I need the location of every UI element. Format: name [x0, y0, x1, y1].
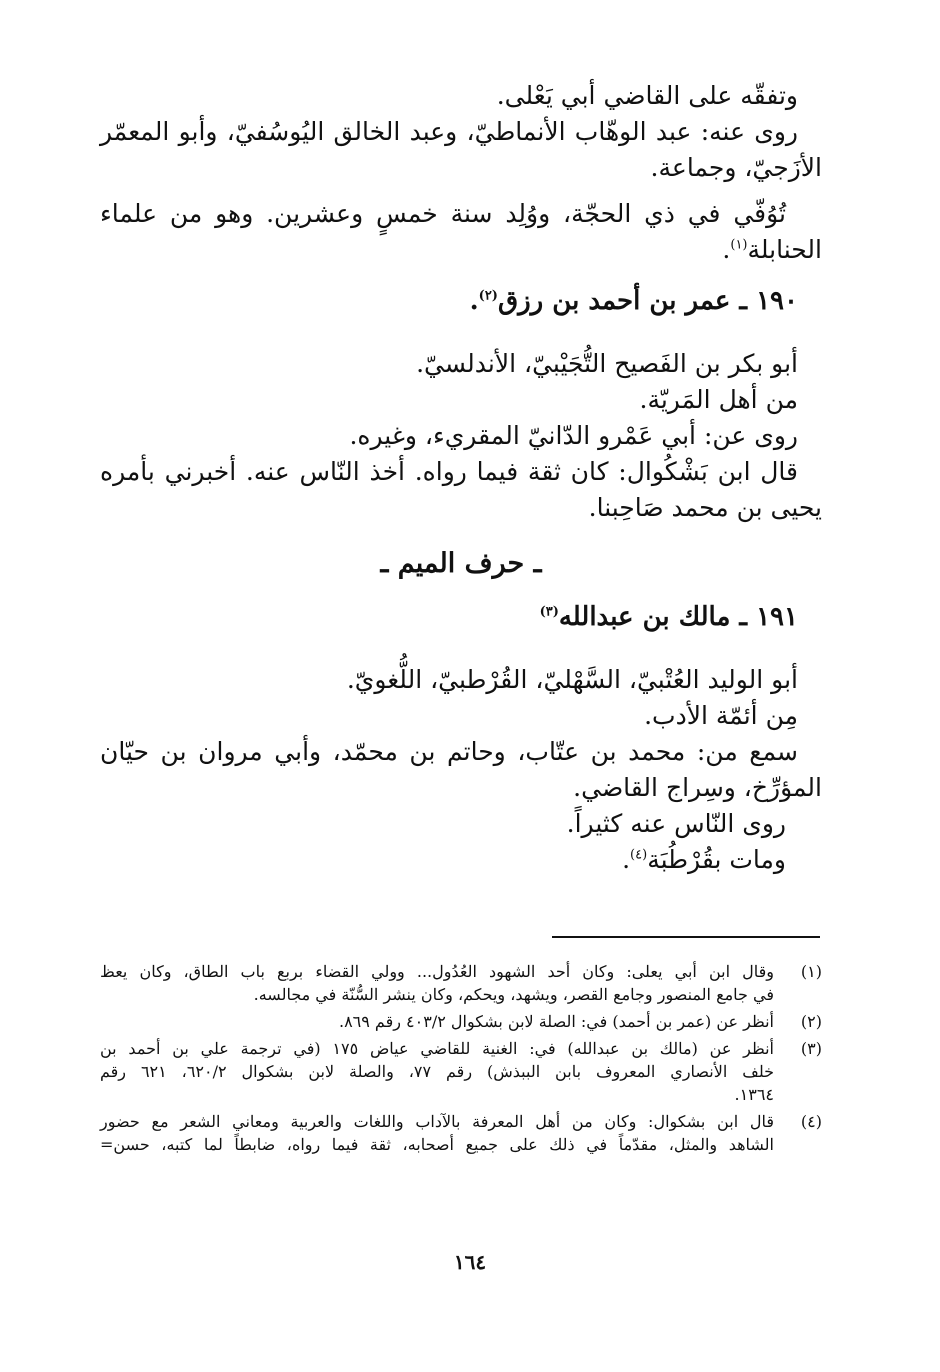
footnote-body — [100, 1010, 774, 1033]
body-line-end: . — [622, 845, 631, 874]
body-line: روى النّاس عنه كثيراً. — [566, 809, 786, 838]
body-line: سمع من: محمد بن عتّاب، وحاتم بن محمّد، وأبي مروان بن حيّان — [100, 737, 798, 766]
body-line — [100, 232, 822, 268]
footnote-ref: (١) — [730, 237, 748, 253]
footnote — [100, 1037, 822, 1106]
footnote-line: خلف الأنصاري المعروف بابن الببذش) رقم ٧٧، والصلة لابن بشكوال ٦٢٠/٢، ٦٢١ رقم — [100, 1062, 774, 1081]
entry-heading-text: ١٩١ ـ مالك بن عبدالله — [558, 602, 798, 632]
footnote-line: أنظر عن (عمر بن أحمد) في: الصلة لابن بشكوال ٤٠٣/٢ رقم ٨٦٩. — [338, 1012, 774, 1031]
footnote-separator — [552, 936, 820, 938]
body-line: الأزَجيّ، وجماعة. — [650, 153, 822, 182]
footnote-number: (٣) — [800, 1039, 822, 1058]
page-number: ١٦٤ — [453, 1250, 487, 1274]
body-line — [100, 842, 822, 878]
footnote-body — [100, 1110, 774, 1156]
body-line: روى عن: أبي عَمْرو الدّانيّ المقريء، وغيره. — [349, 421, 798, 450]
main-text — [100, 78, 822, 878]
entry-heading-end: . — [469, 286, 479, 316]
footnote-line: ١٣٦٤. — [734, 1085, 774, 1104]
footnotes — [100, 960, 822, 1160]
body-line: المؤرِّخ، وسِراج القاضي. — [573, 773, 822, 802]
footnote-ref: (٢) — [478, 288, 498, 304]
footnote-ref: (٣) — [539, 604, 559, 620]
footnote — [100, 1010, 822, 1033]
entry-heading — [100, 282, 822, 320]
footnote-number: (١) — [800, 962, 822, 981]
body-line-end: . — [722, 235, 731, 264]
footnote-line: قال ابن بشكوال: وكان من أهل المعرفة بالآداب واللغات والعربية ومعاني الشعر مع حضور — [100, 1112, 774, 1131]
footnote-body — [100, 960, 774, 1006]
footnote-line: أنظر عن (مالك بن عبدالله) في: الغنية للقاضي عياض ١٧٥ (في ترجمة علي بن أحمد بن — [100, 1039, 775, 1058]
footnote-number: (٢) — [800, 1012, 822, 1031]
body-line-text: ومات بقُرْطُبَة — [647, 845, 786, 874]
footnote-line: في جامع المنصور وجامع القصر، ويشهد، ويحكم، وكان ينشر السُّنّة في مجالسه. — [253, 985, 774, 1004]
body-line: وتفقّه على القاضي أبي يَعْلى. — [496, 81, 798, 110]
footnote — [100, 960, 822, 1006]
body-line-text: الحنابلة — [747, 235, 822, 264]
footnote — [100, 1110, 822, 1156]
body-line: يحيى بن محمد صَاحِبنا. — [588, 493, 822, 522]
body-line: مِن أئمّة الأدب. — [644, 701, 798, 730]
body-line: أبو بكر بن الفَصيح التُّجَيْبيّ، الأندلسيّ. — [416, 349, 798, 378]
body-line: تُوُفّي في ذي الحجّة، ووُلِد سنة خمسٍ وعشرين. وهو من علماء — [100, 199, 786, 228]
footnote-body — [100, 1037, 774, 1106]
footnote-number: (٤) — [800, 1112, 822, 1131]
footnote-line: وقال ابن أبي يعلى: وكان أحد الشهود العُدُول... وولي القضاء بربع باب الطاق، وكان يعظ — [100, 962, 774, 981]
entry-heading-text: ١٩٠ ـ عمر بن أحمد بن رزق — [497, 286, 798, 316]
section-title: ـ حرف الميم ـ — [380, 548, 542, 579]
body-line: من أهل المَريّة. — [639, 385, 798, 414]
footnote-ref: (٤) — [630, 847, 648, 863]
entry-heading — [100, 598, 822, 636]
body-line: روى عنه: عبد الوهّاب الأنماطيّ، وعبد الخالق اليُوسُفيّ، وأبو المعمّر — [100, 117, 798, 146]
body-line: قال ابن بَشْكُوال: كان ثقة فيما رواه. أخذ النّاس عنه. أخبرني بأمره — [100, 457, 798, 486]
footnote-line: الشاهد والمثل، مقدّماً في ذلك على جميع أصحابه، ثقة فيما رواه، ضابطاً لما كتبه، حسن= — [100, 1135, 774, 1154]
body-line: أبو الوليد العُتْبيّ، السَّهْليّ، القُرْطبيّ، اللُّغويّ. — [346, 665, 798, 694]
